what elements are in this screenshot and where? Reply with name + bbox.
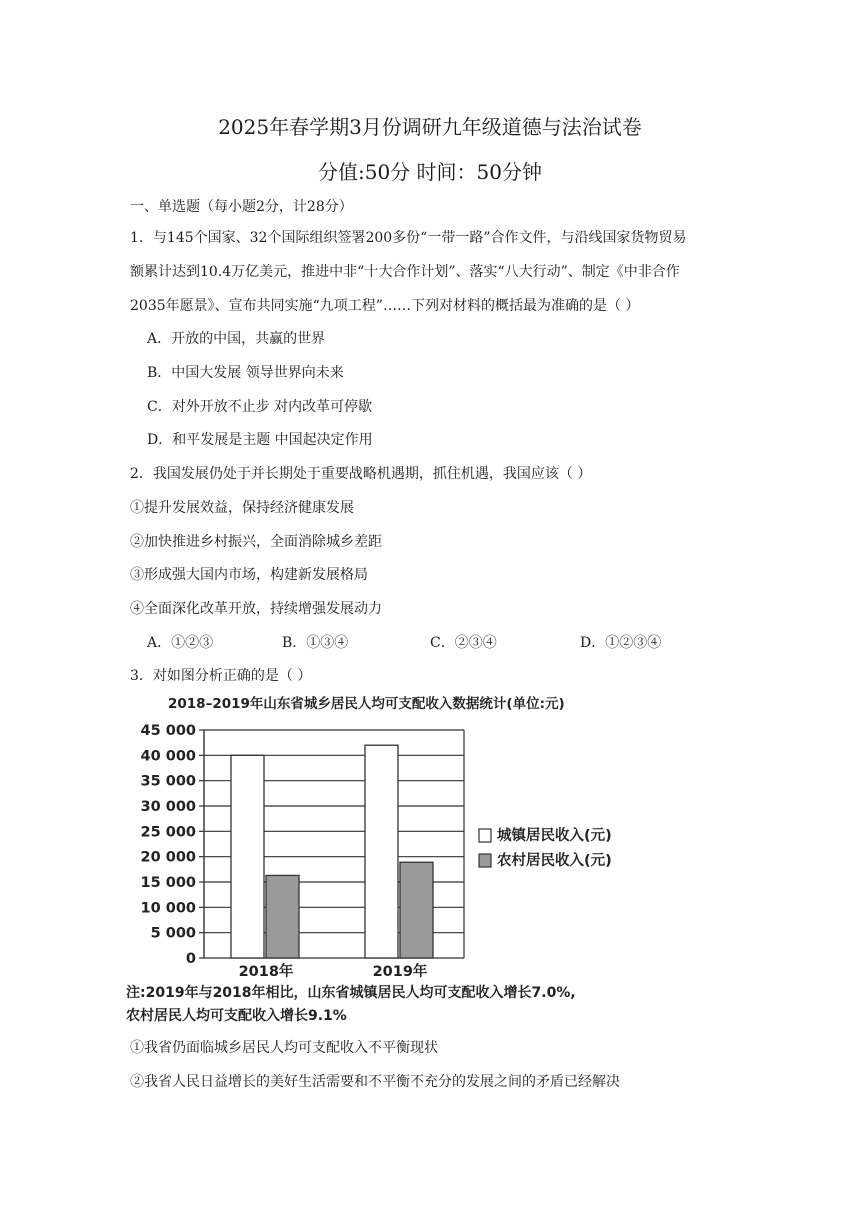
legend-label: 农村居民收入(元): [497, 853, 612, 869]
chart-note-line: 注:2019年与2018年相比，山东省城镇居民人均可支配收入增长7.0%,: [126, 985, 576, 1001]
y-tick-label: 0: [185, 951, 196, 967]
chart-bars: [231, 745, 433, 958]
page-subtitle: 分值:50分 时间：50分钟: [318, 160, 542, 184]
bar: [400, 862, 433, 958]
q1-option-c: C．对外开放不止步 对内改革可停歇: [147, 399, 373, 415]
chart-note-line: 农村居民人均可支配收入增长9.1%: [126, 1008, 347, 1024]
q2-option-d: D．①②③④: [580, 635, 662, 651]
chart-svg: [124, 690, 642, 1030]
q2-item: ②加快推进乡村振兴，全面消除城乡差距: [130, 534, 382, 550]
y-tick-label: 40 000: [140, 748, 196, 765]
chart-y-axis: [141, 723, 205, 967]
y-tick-label: 35 000: [140, 773, 196, 790]
y-tick-label: 20 000: [140, 849, 196, 866]
y-tick-label: 10 000: [140, 900, 196, 917]
q1-option-d: D．和平发展是主题 中国起决定作用: [147, 432, 373, 448]
y-tick-label: 45 000: [140, 723, 196, 739]
q3-stem: 3．对如图分析正确的是（ ）: [130, 668, 312, 684]
q1-option-a: A．开放的中国，共赢的世界: [147, 331, 326, 347]
x-tick-label: 2019年: [372, 964, 428, 980]
q2-item: ③形成强大国内市场，构建新发展格局: [130, 567, 368, 583]
q2-item: ①提升发展效益，保持经济健康发展: [130, 500, 354, 516]
q1-stem-line: 2035年愿景》、宣布共同实施“九项工程”……下列对材料的概括最为准确的是（ ）: [130, 298, 640, 314]
q1-stem-line: 1．与145个国家、32个国际组织签署200多份“一带一路”合作文件，与沿线国家货物贸易: [130, 230, 687, 246]
q3-item: ②我省人民日益增长的美好生活需要和不平衡不充分的发展之间的矛盾已经解决: [130, 1074, 620, 1090]
y-tick-label: 15 000: [140, 875, 196, 891]
q3-item: ①我省仍面临城乡居民人均可支配收入不平衡现状: [130, 1040, 438, 1056]
q2-option-c: C．②③④: [430, 635, 497, 651]
q2-option-a: A．①②③: [147, 635, 214, 651]
legend-swatch: [479, 829, 491, 842]
bar: [231, 755, 264, 958]
legend-swatch: [479, 854, 491, 867]
chart-x-axis: [239, 962, 428, 980]
bar: [266, 875, 299, 958]
q1-option-b: B．中国大发展 领导世界向未来: [147, 365, 344, 381]
q2-option-b: B．①③④: [282, 635, 349, 651]
y-tick-label: 5 000: [150, 925, 196, 942]
y-tick-label: 30 000: [140, 799, 196, 815]
y-tick-label: 25 000: [140, 824, 196, 841]
page-title: 2025年春学期3月份调研九年级道德与法治试卷: [218, 115, 642, 139]
income-bar-chart: [124, 690, 642, 1030]
section-heading: 一、单选题（每小题2分，计28分）: [130, 199, 353, 215]
legend-label: 城镇居民收入(元): [497, 828, 612, 844]
q1-stem-line: 额累计达到10.4万亿美元，推进中非“十大合作计划”、落实“八大行动”、制定《中非合作: [130, 264, 680, 280]
q2-stem: 2．我国发展仍处于并长期处于重要战略机遇期，抓住机遇，我国应该（ ）: [130, 466, 592, 482]
chart-title: 2018–2019年山东省城乡居民人均可支配收入数据统计(单位:元): [168, 696, 565, 712]
bar: [365, 745, 398, 958]
q2-item: ④全面深化改革开放，持续增强发展动力: [130, 601, 382, 617]
x-tick-label: 2018年: [238, 964, 294, 980]
chart-legend: [479, 826, 612, 869]
